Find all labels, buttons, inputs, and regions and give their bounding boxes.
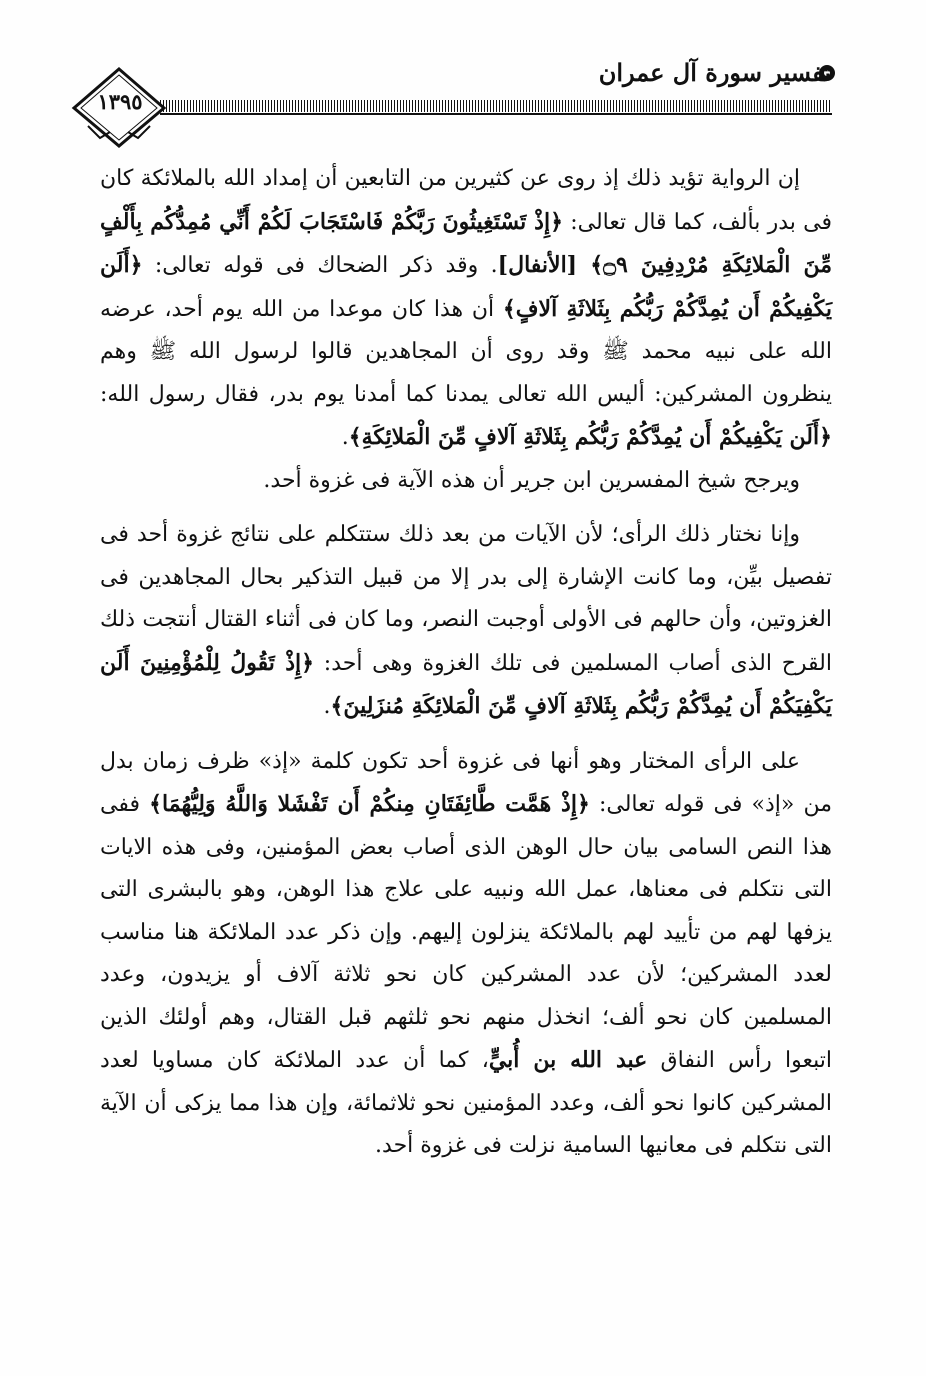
paragraph [100, 460, 832, 503]
quran-verse: عبد الله بن أُبيٍّ [488, 1047, 648, 1073]
text-run: ويرجح شيخ المفسرين ابن جرير أن هذه الآية فى غزوة أحد. [263, 467, 800, 493]
text-run: وإنا نختار ذلك الرأى؛ لأن الآيات من بعد ذلك ستتكلم على نتائج غزوة أحد فى تفصيل بيِّن، وما كانت الإشارة إلى بدر إلا من قبيل التذكير بحال المجاهدين فى الغزوتين، وأن حالهم فى الأولى أوجبت النصر، وما كان فى أثناء القتال أنتجت ذلك القرح الذى أصاب المسلمين فى تلك الغزوة وهى أحد: [100, 522, 832, 676]
text-run: ، كما أن عدد الملائكة كان مساويا لعدد المشركين كانوا نحو ألف، وعدد المؤمنين نحو ثلاثمائة، وإن هذا مما يزكى أن الآية التى نتكلم فى معانيها السامية نزلت فى غزوة أحد. [100, 1048, 832, 1158]
quran-verse: ﴿إِذْ تَسْتَغِيثُونَ رَبَّكُمْ فَاسْتَجَابَ لَكُمْ أَنِّي مُمِدُّكُم بِأَلْفٍ مِّنَ الْمَلائِكَةِ مُرْدِفِينَ ۝٩﴾ [100, 208, 833, 278]
text-run: . [341, 425, 349, 450]
quran-verse: ﴿إِذْ تَقُولُ لِلْمُؤْمِنِينَ أَلَن يَكْفِيَكُمْ أَن يُمِدَّكُمْ رَبُّكُم بِثَلاثَةِ آلافٍ مِّنَ الْمَلائِكَةِ مُنزَلِينَ﴾ [100, 649, 832, 719]
header-rule [160, 100, 832, 112]
text-run: إن الرواية تؤيد ذلك إذ روى عن كثيرين من التابعين أن إمداد الله بالملائكة كان فى بدر بألف، كما قال تعالى: [100, 166, 832, 235]
text-run: . [323, 694, 331, 719]
quran-verse: ﴿أَلَن يَكْفِيكُمْ أَن يُمِدَّكُمْ رَبُّكُم بِثَلاثَةِ آلافٍ مِّنَ الْمَلائِكَةِ﴾ [348, 424, 832, 450]
running-title: تفسير سورة آل عمران [598, 58, 831, 87]
quran-verse: [الأنفال] [497, 252, 591, 278]
paragraph [100, 741, 832, 1168]
text-run: أن هذا كان موعدا من الله يوم أحد، عرضه الله على نبيه محمد ﷺ وقد روى أن المجاهدين قالوا لرسول الله ﷺ وهم ينظرون المشركين: أليس الله تعالى يمدنا كما أمدنا يوم بدر، فقال رسول الله: [100, 296, 832, 407]
body-text [100, 158, 832, 1168]
text-run: . وقد ذكر الضحاك فى قوله تعالى: [142, 253, 498, 278]
paragraph [100, 158, 832, 460]
quran-verse: ﴿إِذْ هَمَّت طَّائِفَتَانِ مِنكُمْ أَن تَفْشَلا وَاللَّهُ وَلِيُّهُمَا﴾ [149, 791, 590, 817]
paragraph [100, 514, 832, 729]
text-run: ففى هذا النص السامى بيان حال الوهن الذى أصاب بعض المؤمنين، وفى هذه الايات التى نتكلم فى معناها، عمل الله ونبيه على علاج هذا الوهن، وهو بالبشرى التى يزفها لهم من تأييد لهم بالملائكة ينزلون إليهم. وإن ذكر عدد الملائكة هنا مناسب لعدد المشركين؛ لأن عدد المشركين كان نحو ثلاثة آلاف أو يزيدون، وعدد المسلمين كان نحو ألف؛ انخذل منهم نحو ثلثهم قبل القتال، وهم أولئك الذين اتبعوا رأس النفاق [100, 792, 832, 1073]
page-number: ١٣٩٥ [97, 89, 143, 114]
quran-verse: ﴿أَلَن يَكْفِيكُمْ أَن يُمِدَّكُمْ رَبُّكُم بِثَلاثَةِ آلافٍ﴾ [100, 252, 833, 322]
text-run: على الرأى المختار وهو أنها فى غزوة أحد تكون كلمة «إذ» ظرف زمان بدل من «إذ» فى قوله تعالى: [100, 748, 832, 817]
